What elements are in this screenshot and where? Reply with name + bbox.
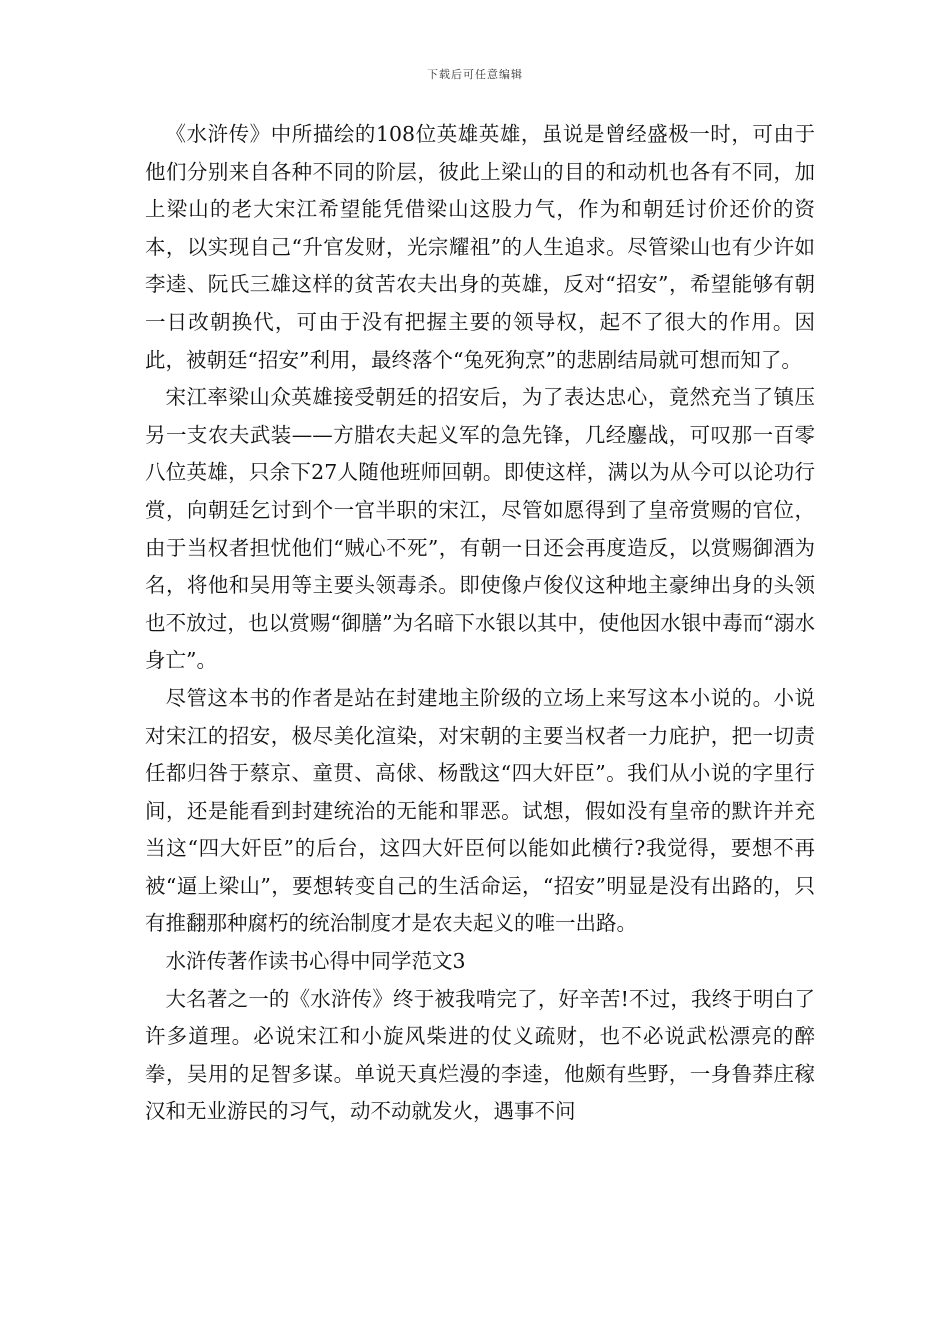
paragraph-2: 宋江率梁山众英雄接受朝廷的招安后，为了表达忠心，竟然充当了镇压另一支农夫武装——方腊农夫起义军的急先锋，几经鏖战，可叹那一百零八位英雄，只余下27人随他班师回朝。即使这样，满以为从今可以论功行赏，向朝廷乞讨到个一官半职的宋江，尽管如愿得到了皇帝赏赐的官位，由于当权者担忧他们“贼心不死”，有朝一日还会再度造反，以赏赐御酒为名，将他和吴用等主要头领毒杀。即使像卢俊仪这种地主豪绅出身的头领也不放过，也以赏赐“御膳”为名暗下水银以其中，使他因水银中毒而“溺水身亡”。 xyxy=(145,385,815,673)
section-heading: 水浒传著作读书心得中同学范文3 xyxy=(165,949,466,974)
header-note: 下载后可任意编辑 xyxy=(427,68,523,81)
document-body xyxy=(145,116,815,1131)
paragraph-4: 大名著之一的《水浒传》终于被我啃完了，好辛苦!不过，我终于明白了许多道理。必说宋江和小旋风柴进的仗义疏财，也不必说武松漂亮的醉拳，吴用的足智多谋。单说天真烂漫的李逵，他颇有些野，一身鲁莽庄稼汉和无业游民的习气，动不动就发火，遇事不问 xyxy=(145,986,815,1124)
paragraph-1: 《水浒传》中所描绘的108位英雄英雄，虽说是曾经盛极一时，可由于他们分别来自各种不同的阶层，彼此上梁山的目的和动机也各有不同，加上梁山的老大宋江希望能凭借梁山这股力气，作为和朝廷讨价还价的资本，以实现自己“升官发财，光宗耀祖”的人生追求。尽管梁山也有少许如李逵、阮氏三雄这样的贫苦农夫出身的英雄，反对“招安”，希望能够有朝一日改朝换代，可由于没有把握主要的领导权，起不了很大的作用。因此，被朝廷“招安”利用，最终落个“兔死狗烹”的悲剧结局就可想而知了。 xyxy=(145,122,815,372)
paragraph-3: 尽管这本书的作者是站在封建地主阶级的立场上来写这本小说的。小说对宋江的招安，极尽美化渲染，对宋朝的主要当权者一力庇护，把一切责任都归咎于蔡京、童贯、高俅、杨戬这“四大奸臣”。我们从小说的字里行间，还是能看到封建统治的无能和罪恶。试想，假如没有皇帝的默许并充当这“四大奸臣”的后台，这四大奸臣何以能如此横行?我觉得，要想不再被“逼上梁山”，要想转变自己的生活命运，“招安”明显是没有出路的，只有推翻那种腐朽的统治制度才是农夫起义的唯一出路。 xyxy=(145,685,815,936)
